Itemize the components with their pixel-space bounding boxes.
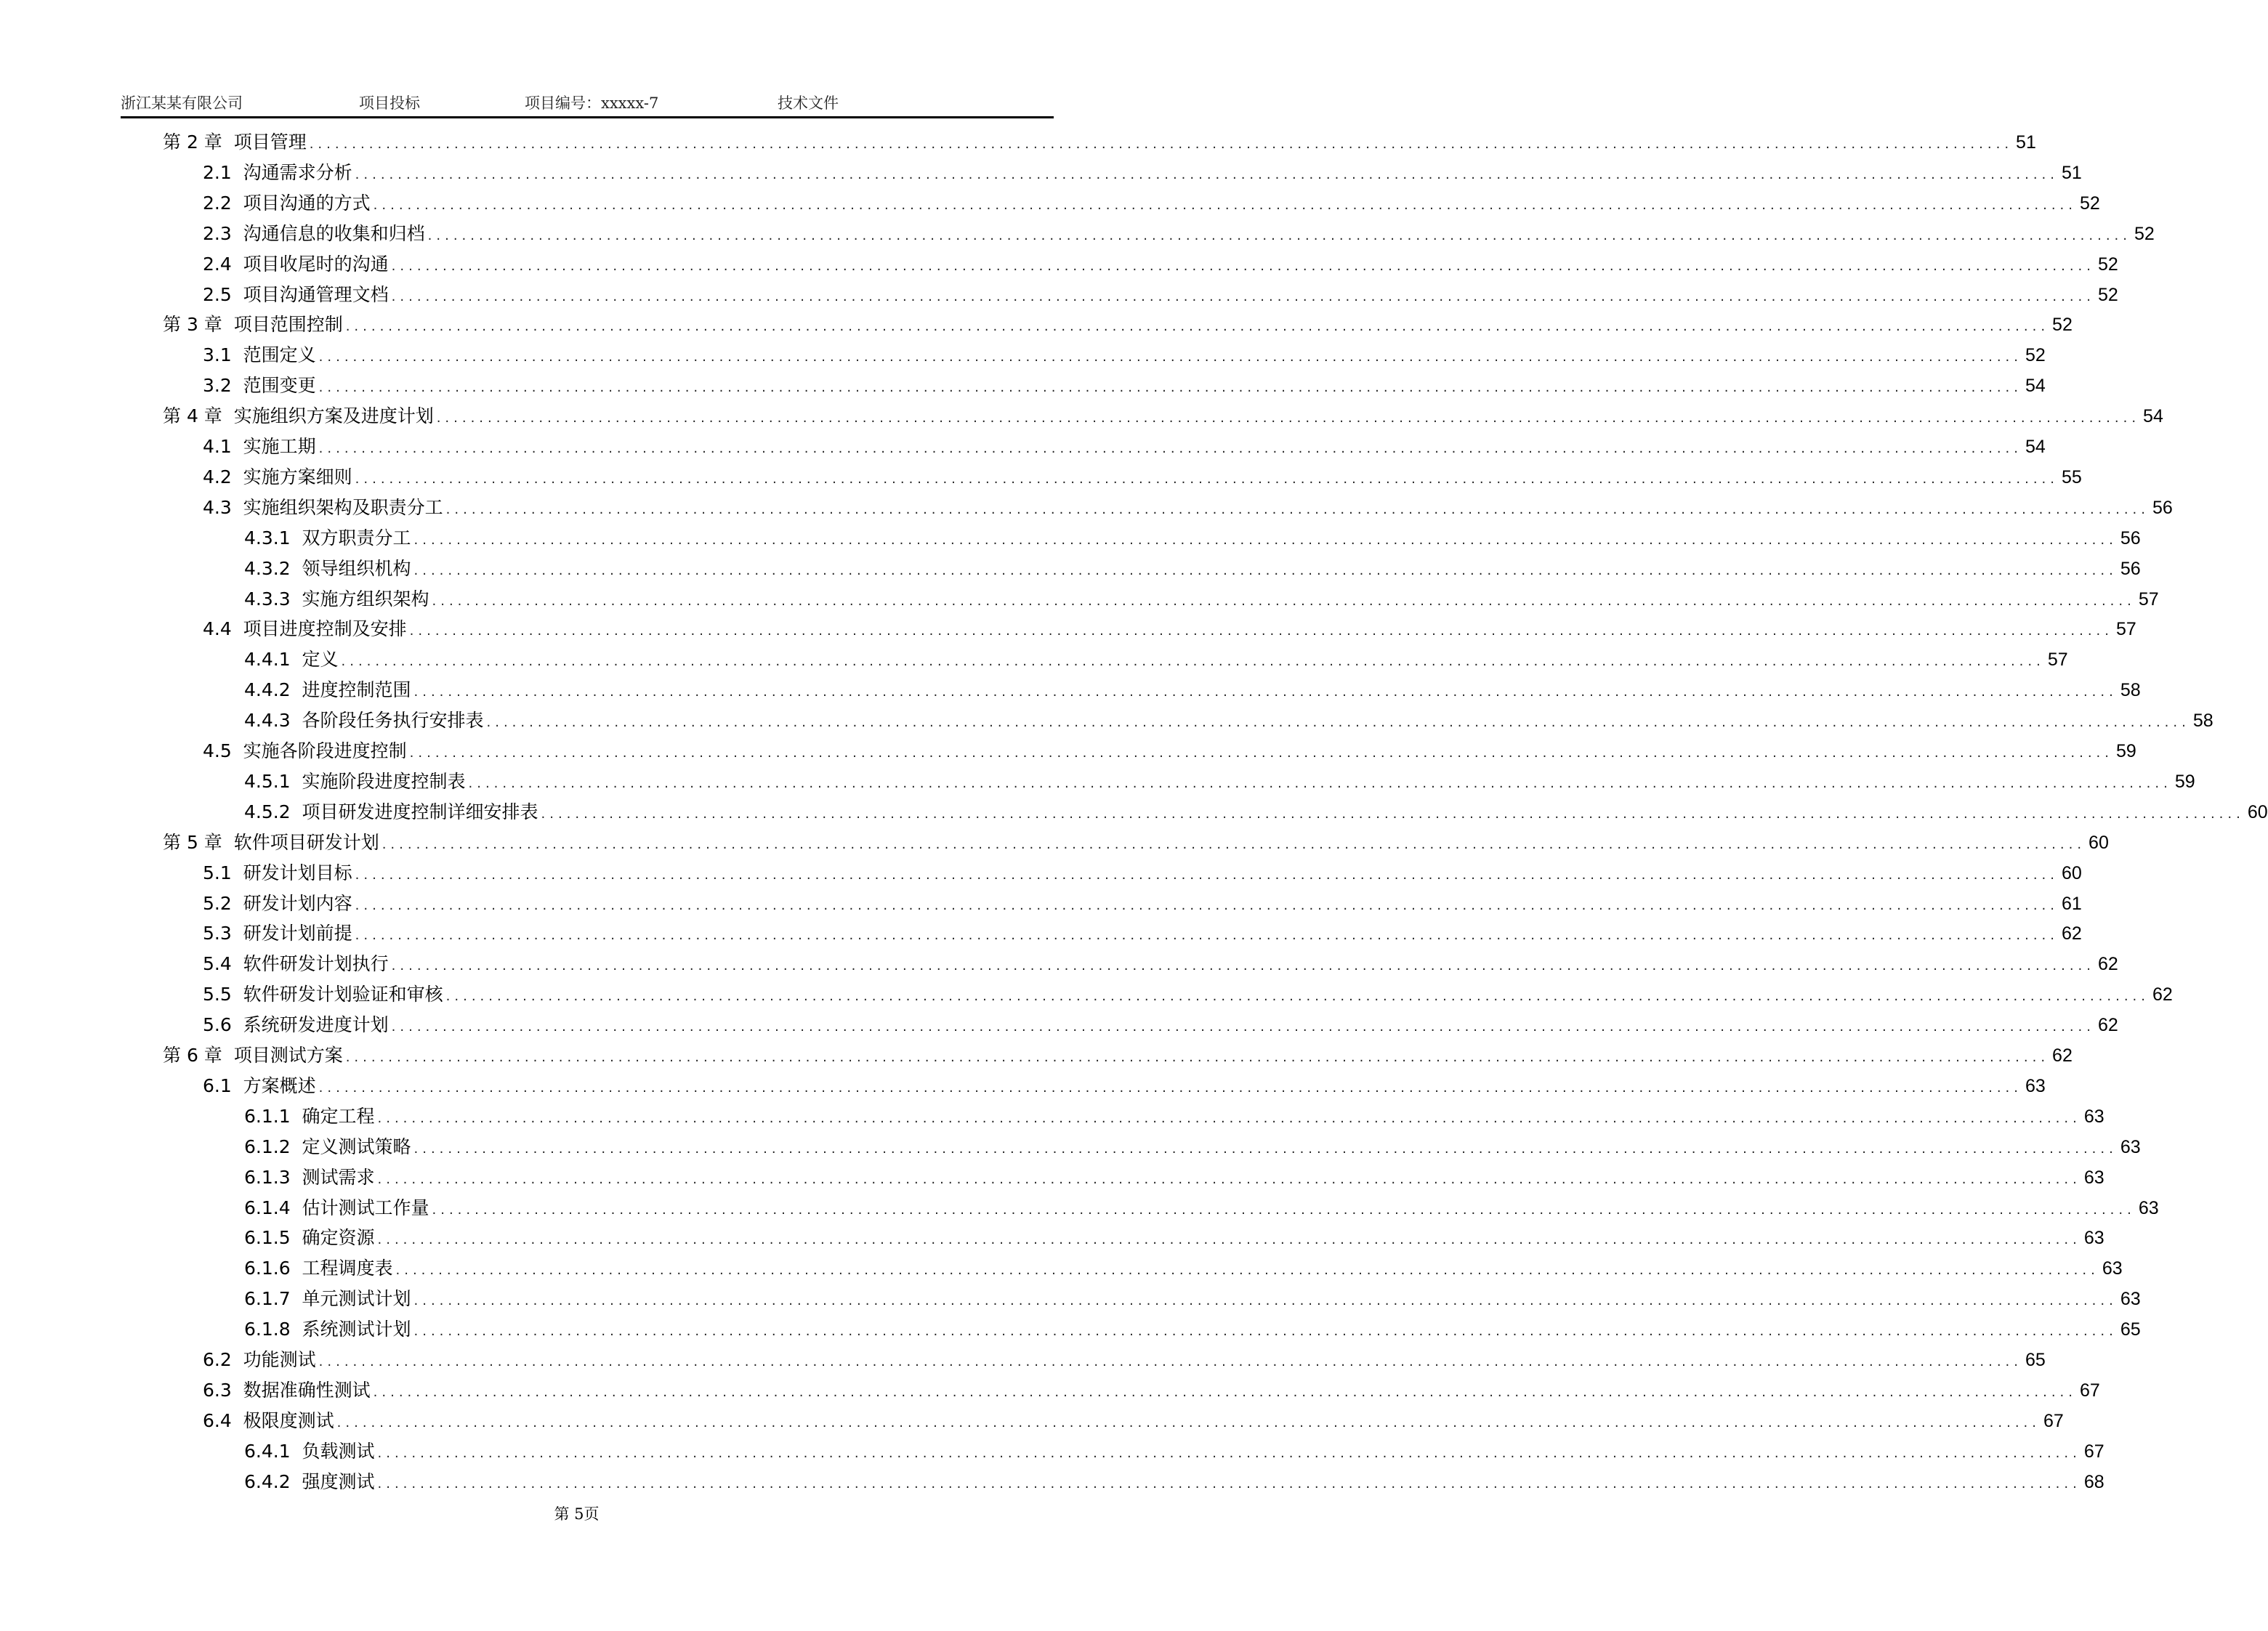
toc-entry[interactable] [244, 1254, 2123, 1284]
toc-entry-page: 56 [2152, 497, 2173, 518]
toc-entry-title: 4.1 实施工期 [203, 436, 316, 457]
toc-leader-dots: ........................................................................................................................................................................................................ [413, 532, 2118, 548]
toc-entry[interactable] [203, 280, 2118, 311]
toc-entry[interactable] [244, 1102, 2104, 1133]
toc-entry-page: 63 [2083, 1106, 2104, 1127]
toc-entry[interactable] [203, 980, 2173, 1011]
toc-entry-page: 63 [2102, 1258, 2123, 1279]
toc-leader-dots: ........................................................................................................................................................................................................ [486, 715, 2190, 731]
toc-entry[interactable] [244, 585, 2159, 615]
toc-entry-title: 6.4.2 强度测试 [244, 1470, 375, 1492]
toc-entry-page: 65 [2025, 1350, 2046, 1370]
toc-leader-dots: ........................................................................................................................................................................................................ [377, 1110, 2081, 1126]
toc-entry-page: 52 [2025, 345, 2046, 366]
toc-entry-title: 4.3.1 双方职责分工 [244, 527, 411, 549]
toc-entry-page: 62 [2052, 1045, 2073, 1066]
toc-entry[interactable] [244, 1315, 2141, 1345]
toc-entry[interactable] [244, 1194, 2159, 1224]
header-project: 项目投标 [359, 94, 420, 112]
toc-leader-dots: ........................................................................................................................................................................................................ [413, 1324, 2118, 1340]
toc-entry-page: 63 [2138, 1197, 2159, 1218]
toc-entry-page: 56 [2120, 527, 2141, 549]
toc-entry[interactable] [163, 828, 2109, 859]
toc-entry-title: 6.1.7 单元测试计划 [244, 1288, 411, 1310]
toc-entry-title: 4.5.1 实施阶段进度控制表 [244, 770, 466, 792]
toc-entry-page: 57 [2047, 649, 2068, 671]
toc-entry-page: 54 [2025, 376, 2046, 397]
toc-entry[interactable] [203, 219, 2155, 250]
toc-entry-title: 6.1.3 测试需求 [244, 1166, 375, 1188]
toc-entry-page: 61 [2062, 893, 2082, 914]
toc-entry-page: 68 [2083, 1471, 2104, 1492]
toc-entry[interactable] [203, 1407, 2064, 1437]
toc-entry-page: 63 [2120, 1136, 2141, 1157]
toc-leader-dots: ........................................................................................................................................................................................................ [409, 745, 2113, 761]
toc-entry-title: 4.5.2 项目研发进度控制详细安排表 [244, 801, 538, 822]
toc-entry-title: 6.2 功能测试 [203, 1349, 316, 1370]
toc-entry-title: 6.1.5 确定资源 [244, 1227, 375, 1249]
toc-entry-title: 4.3 实施组织架构及职责分工 [203, 496, 443, 518]
toc-entry-title: 第 6 章 项目测试方案 [163, 1045, 343, 1066]
toc-entry-title: 5.2 研发计划内容 [203, 892, 352, 914]
toc-entry[interactable] [203, 737, 2136, 767]
toc-entry-page: 65 [2120, 1319, 2141, 1340]
toc-entry[interactable] [244, 554, 2141, 585]
toc-entry[interactable] [203, 341, 2046, 371]
toc-entry-page: 52 [2134, 223, 2155, 244]
toc-entry[interactable] [244, 645, 2068, 676]
toc-entry-page: 57 [2138, 588, 2159, 610]
toc-entry-title: 6.1.6 工程调度表 [244, 1258, 393, 1279]
toc-entry-title: 3.1 范围定义 [203, 344, 316, 366]
toc-entry-title: 4.4.1 定义 [244, 649, 339, 671]
toc-entry[interactable] [244, 798, 2268, 828]
toc-entry-title: 6.1.4 估计测试工作量 [244, 1197, 429, 1218]
toc-leader-dots: ........................................................................................................................................................................................................ [413, 1141, 2118, 1157]
toc-entry-title: 6.4 极限度测试 [203, 1409, 334, 1431]
toc-entry[interactable] [203, 158, 2082, 189]
toc-entry-page: 60 [2062, 862, 2082, 883]
toc-entry-page: 60 [2089, 832, 2109, 853]
toc-entry-page: 54 [2025, 437, 2046, 457]
toc-entry-page: 67 [2080, 1380, 2100, 1401]
toc-entry[interactable] [203, 950, 2118, 980]
toc-entry-title: 2.3 沟通信息的收集和归档 [203, 222, 425, 244]
page-header [121, 89, 1054, 118]
toc-entry[interactable] [203, 919, 2082, 950]
toc-entry[interactable] [244, 1468, 2104, 1498]
toc-entry[interactable] [203, 250, 2118, 280]
toc-entry-title: 2.4 项目收尾时的沟通 [203, 253, 389, 275]
toc-entry[interactable] [163, 402, 2163, 432]
toc-entry[interactable] [244, 1163, 2104, 1194]
toc-entry-title: 6.4.1 负载测试 [244, 1440, 375, 1462]
toc-leader-dots: ........................................................................................................................................................................................................ [309, 137, 2014, 152]
toc-entry-title: 4.5 实施各阶段进度控制 [203, 740, 407, 761]
toc-entry-page: 59 [2116, 741, 2136, 761]
toc-entry-title: 第 4 章 实施组织方案及进度计划 [163, 405, 434, 427]
toc-entry-title: 6.1.8 系统测试计划 [244, 1319, 411, 1340]
toc-entry-page: 51 [2062, 162, 2082, 183]
toc-entry[interactable] [203, 493, 2173, 524]
toc-leader-dots: ........................................................................................................................................................................................................ [395, 1263, 2099, 1279]
toc-leader-dots: ........................................................................................................................................................................................................ [336, 1415, 2041, 1430]
header-number: 项目编号：xxxxx-7 [525, 94, 659, 112]
toc-leader-dots: ........................................................................................................................................................................................................ [445, 501, 2150, 517]
toc-entry-page: 57 [2116, 619, 2136, 640]
toc-entry[interactable] [203, 371, 2046, 402]
toc-entry[interactable] [244, 767, 2195, 798]
toc-entry-page: 62 [2098, 1015, 2118, 1036]
toc-leader-dots: ........................................................................................................................................................................................................ [318, 441, 2022, 456]
toc-leader-dots: ........................................................................................................................................................................................................ [391, 288, 2095, 304]
toc-leader-dots: ........................................................................................................................................................................................................ [413, 1293, 2118, 1309]
toc-entry-page: 63 [2083, 1167, 2104, 1188]
toc-entry[interactable] [163, 1041, 2073, 1072]
toc-leader-dots: ........................................................................................................................................................................................................ [445, 989, 2150, 1005]
toc-leader-dots: ........................................................................................................................................................................................................ [391, 1019, 2095, 1035]
toc-leader-dots: ........................................................................................................................................................................................................ [468, 775, 2172, 791]
toc-entry[interactable] [244, 1437, 2104, 1468]
toc-entry[interactable] [203, 189, 2100, 219]
toc-leader-dots: ........................................................................................................................................................................................................ [355, 928, 2059, 944]
toc-entry-title: 4.3.3 实施方组织架构 [244, 588, 429, 610]
toc-entry-title: 5.4 软件研发计划执行 [203, 953, 389, 975]
toc-leader-dots: ........................................................................................................................................................................................................ [373, 1384, 2077, 1400]
toc-leader-dots: ........................................................................................................................................................................................................ [377, 1171, 2081, 1187]
toc-entry-title: 6.1.2 定义测试策略 [244, 1136, 411, 1157]
toc-entry[interactable] [203, 615, 2136, 645]
toc-entry-title: 6.1.1 确定工程 [244, 1105, 375, 1127]
toc-entry-page: 52 [2098, 284, 2118, 305]
toc-entry-page: 54 [2143, 406, 2163, 427]
toc-entry-title: 5.5 软件研发计划验证和审核 [203, 984, 443, 1005]
toc-entry-page: 52 [2098, 254, 2118, 275]
toc-entry-title: 4.2 实施方案细则 [203, 466, 352, 487]
toc-leader-dots: ........................................................................................................................................................................................................ [318, 1080, 2022, 1096]
toc-leader-dots: ........................................................................................................................................................................................................ [413, 562, 2118, 578]
toc-entry[interactable] [244, 1133, 2141, 1163]
toc-entry-page: 67 [2043, 1410, 2064, 1431]
toc-entry-page: 63 [2120, 1289, 2141, 1310]
toc-leader-dots: ........................................................................................................................................................................................................ [409, 623, 2113, 639]
toc-entry-title: 5.1 研发计划目标 [203, 862, 352, 883]
toc-entry[interactable] [203, 1345, 2046, 1376]
toc-entry-page: 58 [2120, 680, 2141, 701]
toc-leader-dots: ........................................................................................................................................................................................................ [432, 1202, 2136, 1218]
toc-entry-title: 6.3 数据准确性测试 [203, 1379, 371, 1401]
toc-leader-dots: ........................................................................................................................................................................................................ [318, 349, 2022, 365]
toc-entry[interactable] [203, 859, 2082, 889]
toc-leader-dots: ........................................................................................................................................................................................................ [355, 897, 2059, 913]
toc-entry[interactable] [163, 310, 2073, 341]
toc-leader-dots: ........................................................................................................................................................................................................ [377, 1232, 2081, 1248]
toc-entry[interactable] [244, 524, 2141, 554]
toc-entry-title: 3.2 范围变更 [203, 375, 316, 397]
toc-entry[interactable] [244, 706, 2213, 737]
toc-leader-dots: ........................................................................................................................................................................................................ [345, 1050, 2050, 1065]
toc-entry-title: 5.3 研发计划前提 [203, 923, 352, 944]
toc-entry-title: 2.5 项目沟通管理文档 [203, 283, 389, 305]
toc-entry[interactable] [203, 463, 2082, 493]
header-divider [121, 116, 1054, 118]
toc-entry-page: 62 [2098, 954, 2118, 975]
toc-leader-dots: ........................................................................................................................................................................................................ [391, 958, 2095, 974]
toc-entry-page: 52 [2080, 193, 2100, 214]
toc-leader-dots: ........................................................................................................................................................................................................ [541, 806, 2245, 822]
toc-entry-page: 52 [2052, 315, 2073, 336]
toc-entry-title: 4.4 项目进度控制及安排 [203, 618, 407, 640]
toc-entry-title: 4.4.2 进度控制范围 [244, 679, 411, 701]
toc-entry-page: 62 [2152, 984, 2173, 1005]
toc-leader-dots: ........................................................................................................................................................................................................ [427, 227, 2131, 243]
toc-entry[interactable] [203, 1072, 2046, 1102]
toc-entry-page: 67 [2083, 1441, 2104, 1462]
toc-entry-page: 62 [2062, 923, 2082, 944]
toc-entry[interactable] [244, 1223, 2104, 1254]
toc-entry[interactable] [163, 128, 2036, 158]
toc-entry-page: 56 [2120, 558, 2141, 579]
toc-leader-dots: ........................................................................................................................................................................................................ [355, 471, 2059, 487]
toc-leader-dots: ........................................................................................................................................................................................................ [355, 166, 2059, 182]
toc-entry-title: 第 5 章 软件项目研发计划 [163, 831, 379, 853]
toc-leader-dots: ........................................................................................................................................................................................................ [391, 258, 2095, 274]
toc-entry-title: 4.3.2 领导组织机构 [244, 557, 411, 579]
toc-entry-page: 63 [2025, 1075, 2046, 1096]
toc-entry-title: 第 2 章 项目管理 [163, 131, 307, 153]
toc-leader-dots: ........................................................................................................................................................................................................ [432, 593, 2136, 609]
toc-entry[interactable] [203, 889, 2082, 920]
toc-leader-dots: ........................................................................................................................................................................................................ [373, 197, 2077, 213]
toc-entry[interactable] [203, 1011, 2118, 1041]
toc-leader-dots: ........................................................................................................................................................................................................ [382, 836, 2086, 852]
header-company: 浙江某某有限公司 [121, 94, 243, 112]
toc-entry-title: 6.1 方案概述 [203, 1074, 316, 1096]
toc-leader-dots: ........................................................................................................................................................................................................ [341, 654, 2045, 670]
toc-leader-dots: ........................................................................................................................................................................................................ [318, 1354, 2022, 1369]
toc-leader-dots: ........................................................................................................................................................................................................ [377, 1476, 2081, 1492]
toc-leader-dots: ........................................................................................................................................................................................................ [413, 684, 2118, 700]
toc-entry-title: 第 3 章 项目范围控制 [163, 314, 343, 336]
toc-leader-dots: ........................................................................................................................................................................................................ [318, 380, 2022, 396]
toc-entry-title: 5.6 系统研发进度计划 [203, 1014, 389, 1036]
toc-leader-dots: ........................................................................................................................................................................................................ [355, 867, 2059, 883]
toc-leader-dots: ........................................................................................................................................................................................................ [345, 319, 2050, 335]
toc-entry-page: 51 [2016, 132, 2036, 153]
toc-entry-page: 59 [2174, 771, 2195, 792]
toc-leader-dots: ........................................................................................................................................................................................................ [436, 410, 2141, 426]
toc-leader-dots: ........................................................................................................................................................................................................ [377, 1445, 2081, 1461]
toc-entry-page: 60 [2247, 801, 2268, 822]
toc-entry[interactable] [203, 432, 2046, 463]
page-number: 第 5页 [554, 1505, 600, 1523]
toc-entry-page: 55 [2062, 466, 2082, 487]
toc-entry-title: 4.4.3 各阶段任务执行安排表 [244, 710, 484, 732]
toc-entry-title: 2.2 项目沟通的方式 [203, 192, 371, 214]
toc-entry[interactable] [244, 676, 2141, 706]
toc-entry-title: 2.1 沟通需求分析 [203, 161, 352, 183]
toc-entry[interactable] [203, 1376, 2100, 1407]
toc-entry-page: 63 [2083, 1228, 2104, 1249]
toc-entry[interactable] [244, 1284, 2141, 1315]
header-doc-type: 技术文件 [778, 94, 839, 112]
toc-entry-page: 58 [2192, 711, 2213, 732]
